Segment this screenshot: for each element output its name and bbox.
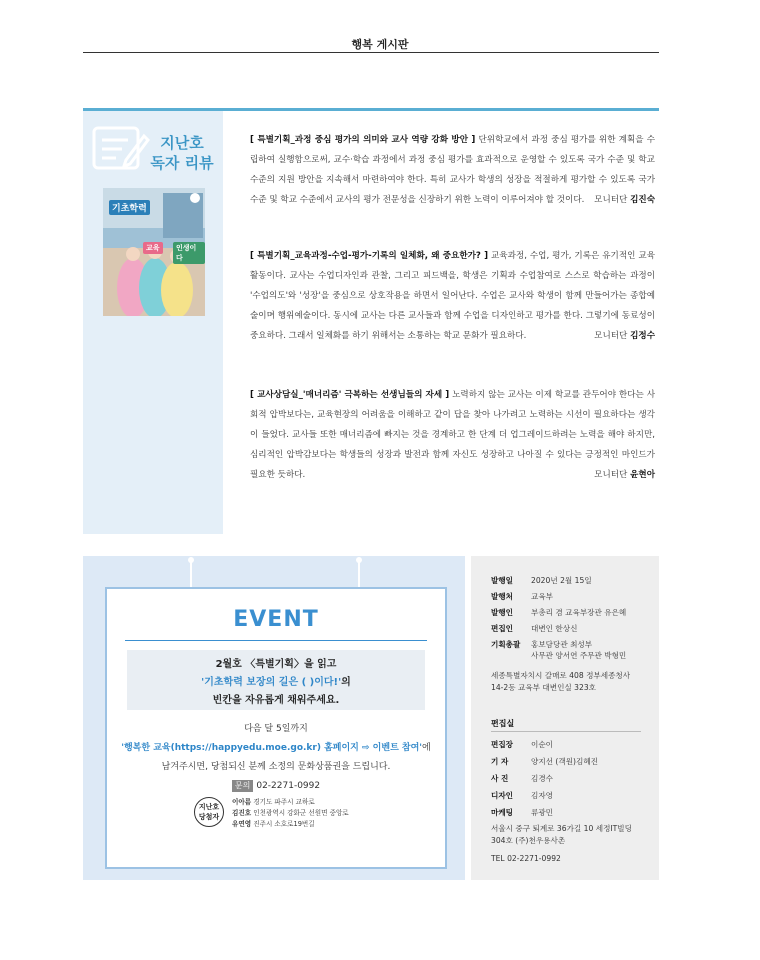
address-line2: 304호 (주)천우용사촌 [491,836,566,845]
review-heading: [ 특별기획_교육과정-수업-평가-기록의 일체화, 왜 중요한가? ] [250,251,489,261]
address-line1: 서울시 중구 퇴계로 36가길 10 세정IT빌딩 [491,824,632,833]
event-question-line1: 2월호 〈특별기획〉을 읽고 [215,659,337,670]
review-title-line2: 독자 리뷰 [150,154,214,172]
event-question-line3: 빈칸을 자유롭게 채워주세요. [212,695,340,706]
signature-name: 김정수 [630,331,655,341]
event-title-underline [125,640,427,641]
winner-name: 김진호 [232,809,252,817]
list-item [232,808,349,819]
winners-list [232,797,349,830]
row-key: 마케팅 [491,808,514,817]
address-line2: 14-2동 교육부 대변인실 323호 [491,683,596,692]
editorial-divider [491,731,641,732]
magazine-cover-image [103,188,205,316]
memo-pencil-icon [90,122,150,174]
row-value: 김경수 [531,774,554,783]
review-title-line1: 지난호 [160,134,204,152]
editorial-row [491,739,553,750]
event-deadline: 다음 달 5일까지 [244,724,308,734]
row-value [531,639,626,661]
pin-string [190,561,192,587]
editorial-row [491,773,553,784]
signature-name: 김진숙 [630,195,655,205]
winner-badge-line2: 당첨자 [198,813,220,821]
row-key: 발행일 [491,576,514,585]
signature-prefix: 모니터단 [594,195,628,205]
signature-prefix: 모니터단 [594,470,628,480]
row-key: 편집인 [491,624,514,633]
cover-badge-1: 기초학력 [109,200,150,215]
signature-prefix: 모니터단 [594,331,628,341]
publisher-row [491,607,626,618]
contact-label: 문의 [232,780,253,792]
event-website-link[interactable]: '행복한 교육(https://happyedu.moe.go.kr) 홈페이지 ⇨ 이벤트 참여' [121,743,423,753]
list-item [232,819,349,830]
row-key: 발행처 [491,592,514,601]
event-how-to-enter [108,739,444,758]
review-item [250,246,655,346]
event-info [108,720,444,796]
row-key: 기 자 [491,757,509,766]
row-value: 이순이 [531,740,554,749]
event-question-quote: '기초학력 보장의 길은 ( )이다!' [201,677,342,688]
signature-name: 윤현아 [630,470,655,480]
editorial-row [491,756,598,767]
winner-name: 유연영 [232,820,252,828]
publisher-row [491,623,577,634]
row-key: 디자인 [491,791,514,800]
row-value: 2020년 2월 15일 [531,576,592,585]
editorial-phone: TEL 02-2271-0992 [491,854,561,863]
row-value: 부총리 겸 교육부장관 유은혜 [531,608,627,617]
publisher-row [491,575,592,586]
winner-address: 경기도 파주시 교하로 [253,798,315,806]
event-question-line2 [127,674,425,692]
list-item [232,797,349,808]
row-key: 사 진 [491,774,509,783]
row-key: 편집장 [491,740,514,749]
publisher-row [491,639,626,661]
row-value: 교육부 [531,592,554,601]
row-value-line2: 사무관 양서연 주무관 박형민 [531,651,627,660]
review-body: 노력하지 않는 교사는 이제 학교를 관두어야 한다는 사회적 압박보다는, 교육현장의 어려움을 이해하고 같이 답을 찾아 나가려고 노력하는 시선이 필요하다는 생각이 들었다. 교사들 또한 매너리즘에 빠지는 것을 경계하고 한 단계 더 업그레이드하려는 노력을 해야 하지만, 심리적인 압박감보다는 학생들의 성장과 발전과 함께 자신도 성장하고 나아질 수 있다는 긍정적인 마인드가 필요한 듯하다. [250,390,655,480]
row-value-line1: 홍보담당관 최성부 [531,640,593,649]
review-signature [594,465,655,485]
editorial-address [491,823,651,847]
event-prize-text: 남겨주시면, 당첨되신 분께 소정의 문화상품권을 드립니다. [161,762,391,772]
winner-address: 인천광역시 강화군 선원면 중앙로 [253,809,349,817]
event-how-suffix: 에 [422,743,431,753]
row-value: 류광민 [531,808,554,817]
winner-badge-line1: 지난호 [198,803,220,811]
row-value: 김자영 [531,791,554,800]
review-signature [594,326,655,346]
editorial-row [491,790,553,801]
editorial-row [491,807,553,818]
winner-name: 이아름 [232,798,252,806]
contact-number: 02-2271-0992 [256,781,321,791]
cover-badge-2: 교육 [143,242,163,254]
publisher-row [491,591,553,602]
event-question-suffix: 의 [341,677,351,688]
header-divider [83,52,659,53]
page-header-title: 행복 게시판 [351,38,409,51]
review-heading: [ 교사상담실_'매너리즘' 극복하는 선생님들의 자세 ] [250,390,450,400]
event-title: EVENT [233,607,319,632]
cover-badge-3: 인생이다 [173,242,205,264]
review-item [250,130,655,210]
editorial-title: 편집실 [491,719,515,728]
review-sidebar [83,111,223,534]
event-contact [108,777,444,796]
review-body: 교육과정, 수업, 평가, 기록은 유기적인 교육활동이다. 교사는 수업디자인과 관찰, 그리고 피드백을, 학생은 기획과 수업참여로 스스로 학습하는 과정이 '수업의도'와 '성장'을 중심으로 상호작용을 하면서 일어난다. 수업은 교사와 학생이 함께 만들어가는 종합예술이며 행위예술이다. 동시에 교사는 다른 교사들과 함께 수업을 디자인하고 평가를 한다. 그렇기에 동료성이 중요하다. 그래서 일체화를 하기 위해서는 소통하는 학교 문화가 필요하다. [250,251,656,341]
winner-badge [194,797,224,827]
review-body: 단위학교에서 과정 중심 평가를 위한 계획을 수립하여 실행함으로써, 교수·학습 과정에서 과정 중심 평가를 효과적으로 운영할 수 있도록 국가 수준 및 학교 수준의 지원 방안을 지속해서 마련하여야 한다. 특히 교사가 학생의 성장을 적절하게 평가할 수 있도록 국가 수준 및 학교 수준에서 교사의 평가 전문성을 신장하기 위한 노력이 이루어져야 할 것이다. [250,135,655,205]
row-key: 발행인 [491,608,514,617]
row-key: 기획총괄 [491,640,521,649]
review-section-title [150,133,214,173]
row-value: 양지선 (객원)김혜진 [531,757,599,766]
review-item [250,385,655,485]
winner-address: 진주시 소호로19번길 [253,820,315,828]
address-line1: 세종특별자치시 갈매로 408 정부세종청사 [491,671,631,680]
review-heading: [ 특별기획_과정 중심 평가의 의미와 교사 역량 강화 방안 ] [250,135,476,145]
review-signature [594,190,655,210]
publisher-address [491,670,651,694]
pin-string [358,561,360,587]
event-question-box [127,650,425,710]
row-value: 대변인 한상신 [531,624,578,633]
